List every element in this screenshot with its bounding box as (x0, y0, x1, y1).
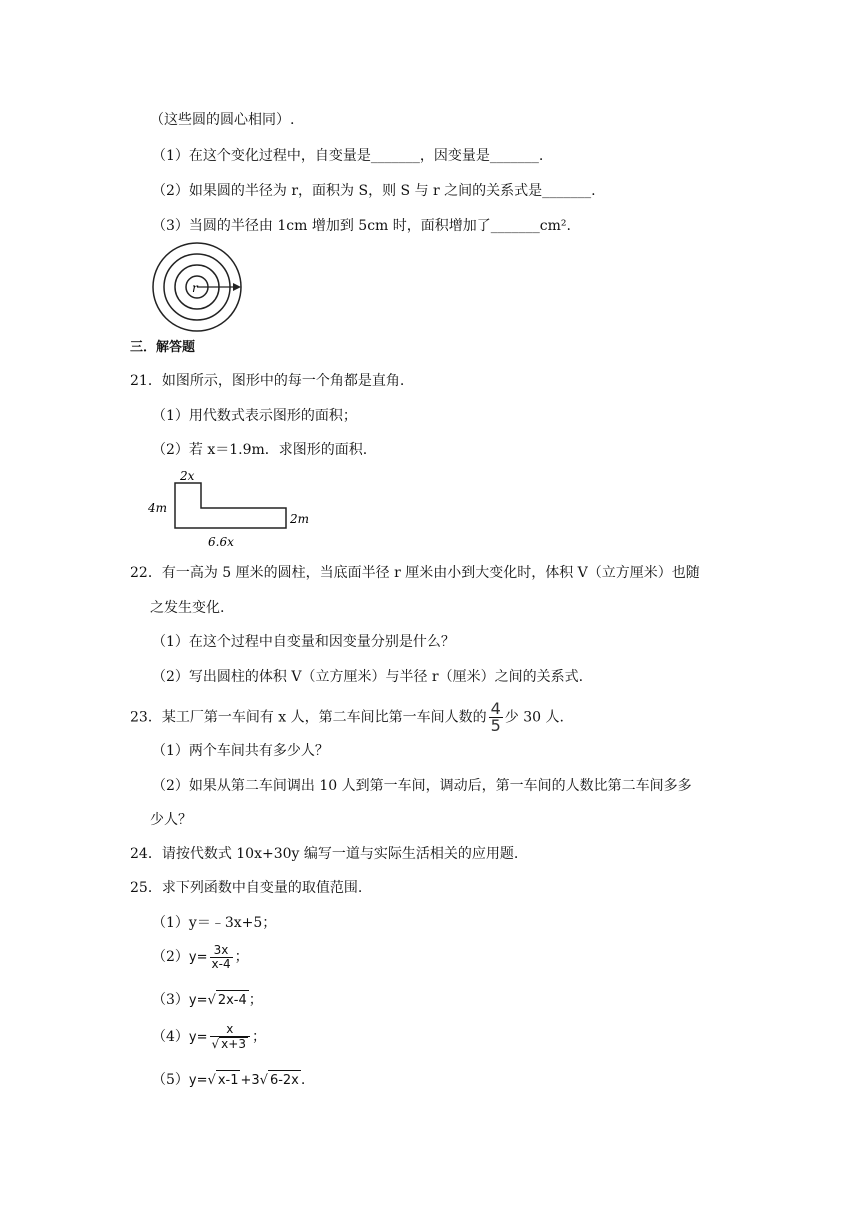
label-right: 2m (290, 512, 310, 526)
fraction-four-fifths (489, 701, 503, 734)
q23-part-2-line1: （2）如果从第二车间调出 10 人到第一车间，调动后，第一车间的人数比第二车间多多 (152, 778, 692, 794)
q25-part-5 (152, 1070, 305, 1091)
q25-part-3 (152, 990, 263, 1011)
q25-part-2-label: （2） (152, 949, 189, 965)
q25-part-5-radicand-1: x-1 (216, 1070, 241, 1091)
q25-part-2-lhs: y= (188, 950, 208, 965)
q25-part-3-label: （3） (152, 992, 189, 1008)
section-title: 三．解答题 (130, 340, 196, 355)
q25-part-5-end: . (300, 1072, 306, 1088)
frac-denominator: 5 (490, 716, 501, 735)
frac-numerator: x (210, 1023, 250, 1037)
concentric-circles-figure (150, 242, 246, 334)
q25-part-4-radicand: x+3 (221, 1037, 246, 1051)
q23-stem-post: 少 30 人. (504, 709, 564, 726)
radius-arrow-head (233, 283, 241, 291)
frac-denominator (210, 1037, 250, 1051)
q23-part-2-line2: 少人？ (150, 812, 192, 828)
sqrt-icon: √ (211, 1037, 220, 1051)
frac-numerator: 3x (210, 944, 233, 958)
q21-stem: 21．如图所示，图形中的每一个角都是直角. (130, 373, 405, 389)
q22-stem-line1: 22．有一高为 5 厘米的圆柱，当底面半径 r 厘米由小到大变化时，体积 V（立方厘米）也随 (130, 565, 700, 581)
sqrt-icon: √ (207, 1073, 216, 1088)
q22-part-2: （2）写出圆柱的体积 V（立方厘米）与半径 r（厘米）之间的关系式. (152, 669, 584, 685)
q20-part-3: （3）当圆的半径由 1cm 增加到 5cm 时，面积增加了_______cm². (152, 218, 571, 234)
frac-numerator: 4 (490, 699, 501, 718)
radius-label: r (192, 281, 198, 295)
q25-part-3-end: ； (248, 992, 263, 1008)
q25-part-5-mid: +3 (240, 1073, 260, 1088)
frac-denominator: x-4 (211, 956, 231, 971)
q25-part-4-end: ； (251, 1029, 266, 1045)
label-top: 2x (180, 469, 195, 483)
q24-stem: 24．请按代数式 10x+30y 编写一道与实际生活相关的应用题. (130, 846, 519, 862)
q23-stem (130, 701, 564, 734)
label-bottom: 6.6x (208, 535, 234, 549)
q25-part-3-radicand: 2x-4 (216, 990, 249, 1011)
q25-part-4-label: （4） (152, 1029, 189, 1045)
q25-part-1: （1）y＝﹣3x+5； (152, 915, 277, 931)
label-left: 4m (148, 501, 168, 515)
q23-stem-pre: 23．某工厂第一车间有 x 人，第二车间比第一车间人数的 (130, 709, 487, 726)
q23-part-1: （1）两个车间共有多少人？ (152, 743, 329, 759)
q25-part-2-end: ； (234, 949, 249, 965)
l-shape-figure (146, 466, 316, 552)
l-shape-outline (175, 483, 286, 528)
q25-stem: 25．求下列函数中自变量的取值范围. (130, 880, 363, 896)
q25-part-5-label: （5） (152, 1072, 189, 1088)
q20-intro: （这些圆的圆心相同）. (150, 112, 295, 128)
q22-part-1: （1）在这个过程中自变量和因变量分别是什么？ (152, 634, 455, 650)
q20-part-1: （1）在这个变化过程中，自变量是_______，因变量是_______. (152, 148, 544, 164)
q25-part-4 (152, 1022, 266, 1053)
sqrt-icon: √ (259, 1073, 268, 1088)
q25-part-5-radicand-2: 6-2x (268, 1070, 301, 1091)
q20-part-2: （2）如果圆的半径为 r，面积为 S，则 S 与 r 之间的关系式是_______. (152, 183, 596, 199)
q22-stem-line2: 之发生变化. (150, 600, 225, 616)
q25-part-5-lhs: y= (188, 1073, 208, 1088)
q25-part-2 (152, 942, 249, 973)
q21-part-2: （2）若 x＝1.9m．求图形的面积. (152, 442, 368, 458)
q21-part-1: （1）用代数式表示图形的面积； (152, 408, 357, 424)
fraction-x-over-sqrt (210, 1023, 250, 1051)
q25-part-4-lhs: y= (188, 1030, 208, 1045)
sqrt-icon: √ (207, 993, 216, 1008)
fraction-3x-over-x-minus-4 (210, 944, 233, 971)
q25-part-3-lhs: y= (188, 993, 208, 1008)
